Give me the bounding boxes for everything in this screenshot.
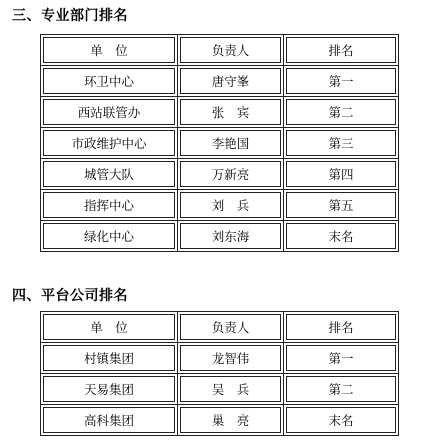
header-unit: 单 位 [43,314,175,340]
unit-cell: 西站联管办 [43,99,175,125]
unit-cell: 市政维护中心 [43,130,175,156]
header-rank: 排名 [286,314,396,340]
unit-cell: 指挥中心 [43,192,175,218]
person-cell: 刘东海 [180,223,281,249]
platform-company-ranking-table [40,311,399,436]
rank-cell: 末名 [286,407,396,433]
table-row [41,343,399,374]
person-cell: 唐守峯 [180,68,281,94]
unit-cell: 高科集团 [43,407,175,433]
rank-cell: 第三 [286,130,396,156]
table-row [41,97,399,128]
header-rank: 排名 [286,37,396,63]
person-cell: 巢 亮 [180,407,281,433]
person-cell: 刘 兵 [180,192,281,218]
rank-cell: 第二 [286,99,396,125]
rank-cell: 第一 [286,68,396,94]
rank-cell: 第二 [286,376,396,402]
person-cell: 张 宾 [180,99,281,125]
section-4-title: 四、平台公司排名 [12,288,128,304]
rank-cell: 第五 [286,192,396,218]
table-header-row [41,35,399,66]
table-row [41,190,399,221]
person-cell: 龙智伟 [180,345,281,371]
rank-cell: 第四 [286,161,396,187]
person-cell: 万新亮 [180,161,281,187]
unit-cell: 城管大队 [43,161,175,187]
unit-cell: 环卫中心 [43,68,175,94]
header-person: 负责人 [180,314,281,340]
table-row [41,159,399,190]
table-row [41,405,399,436]
rank-cell: 第一 [286,345,396,371]
table-header-row [41,312,399,343]
header-person: 负责人 [180,37,281,63]
unit-cell: 村镇集团 [43,345,175,371]
table-row [41,374,399,405]
header-unit: 单 位 [43,37,175,63]
section-3-title: 三、专业部门排名 [12,8,128,24]
unit-cell: 天易集团 [43,376,175,402]
unit-cell: 绿化中心 [43,223,175,249]
department-ranking-table [40,34,399,252]
person-cell: 李艳国 [180,130,281,156]
person-cell: 吴 兵 [180,376,281,402]
table-row [41,66,399,97]
table-row [41,128,399,159]
rank-cell: 末名 [286,223,396,249]
table-row [41,221,399,252]
